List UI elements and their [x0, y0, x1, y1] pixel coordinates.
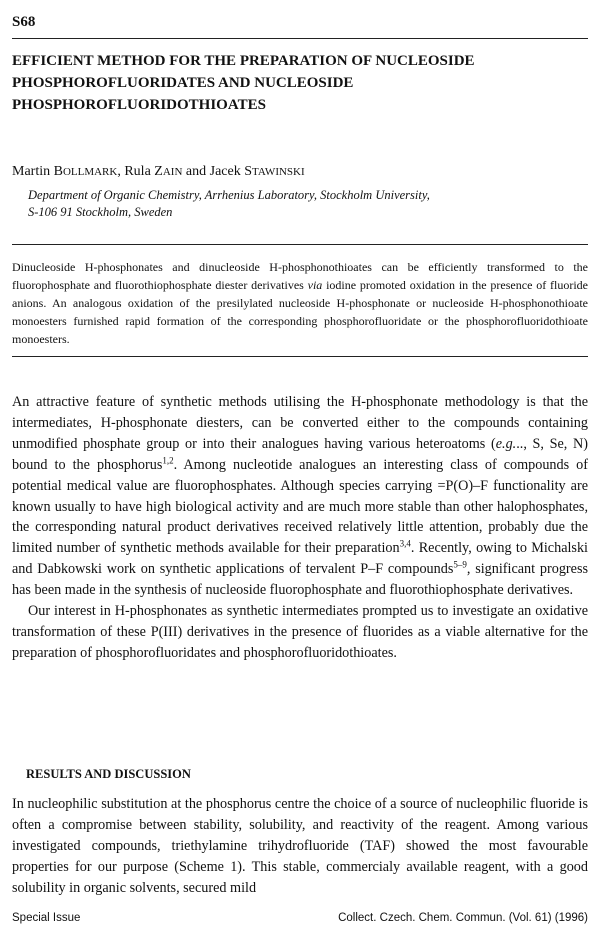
author-2-last-rest: AIN — [162, 166, 183, 178]
footer-issue: Special Issue — [12, 912, 81, 924]
author-1-last-rest: OLLMARK — [62, 166, 118, 178]
introduction — [12, 392, 588, 664]
intro-text-e: , significant progress has been made in the synthesis of nucleoside fluorophosphate and fluorothiophosphate derivatives. — [12, 561, 588, 599]
reference-1-2: 1,2 — [162, 454, 174, 465]
author-line — [12, 164, 305, 180]
author-3-first: Jacek — [209, 164, 245, 179]
reference-5-9: 5–9 — [453, 559, 467, 570]
intro-eg: e.g. — [495, 435, 517, 452]
author-separator-2: and — [182, 164, 210, 179]
footer-citation: Collect. Czech. Chem. Commun. (Vol. 61) (1996) — [338, 912, 588, 924]
author-separator-1: , — [117, 164, 125, 179]
abstract — [12, 258, 588, 348]
header-rule — [12, 38, 588, 39]
affiliation-line-1: Department of Organic Chemistry, Arrhenius Laboratory, Stockholm University, — [28, 188, 430, 202]
intro-paragraph-2: Our interest in H-phosphonates as synthetic intermediates prompted us to investigate an oxidative transformation of these P(III) derivatives in the presence of fluorides as a viable alternative for the preparation of phosphorofluoridates and phosphorofluoridothioates. — [12, 603, 588, 661]
intro-text-b: .., S, Se, N) bound to the phosphorus — [12, 435, 588, 473]
affiliation — [28, 187, 588, 221]
intro-paragraph-1 — [12, 392, 588, 601]
abstract-bottom-rule — [12, 356, 588, 357]
page-number: S68 — [12, 14, 36, 30]
results-paragraph-1: In nucleophilic substitution at the phosphorus centre the choice of a source of nucleophilic fluoride is often a compromise between stability, solubility, and reactivity of the reagent. Among various investigated compounds, triethylamine trihydrofluoride (TAF) showed the most favourable properties for our purpose (Scheme 1). This stable, commercialy available reagent, with a good solubility in organic solvents, secured mild — [12, 796, 588, 896]
reference-3-4: 3,4 — [399, 538, 411, 549]
abstract-top-rule — [12, 244, 588, 245]
author-2-first: Rula — [124, 164, 155, 179]
intro-text-a: An attractive feature of synthetic methods utilising the H-phosphonate methodology is that the intermediates, H-phosphonate diesters, can be converted either to the compounds containing unmodified phosphate group or into their analogues having various heteroatoms ( — [12, 394, 588, 452]
intro-text-c: . Among nucleotide analogues an interesting class of compounds of potential medical value are fluorophosphates. Although species carrying =P(O)–F functionality are known usually to have high biological activity and are much more stable than other halophosphates, the corresponding natural product derivatives received relatively little attention, probably due the limited number of synthetic methods available for their preparation — [12, 456, 588, 557]
abstract-text-1: Dinucleoside H-phosphonates and dinucleoside H-phosphonothioates can be efficiently transformed to the fluorophosphate and fluorothiophosphate diester derivatives — [12, 260, 588, 292]
paper-title: EFFICIENT METHOD FOR THE PREPARATION OF NUCLEOSIDE PHOSPHOROFLUORIDATES AND NUCLEOSIDE PHOSPHOROFLUORIDOTHIOATES — [12, 53, 475, 113]
section-heading-results: RESULTS AND DISCUSSION — [26, 767, 191, 781]
abstract-text-2: iodine promoted oxidation in the presence of fluoride anions. An analogous oxidation of the presilylated nucleoside H-phosphonate or nucleoside H-phosphonothioate monoesters furnished rapid formation of the corresponding phosphorofluoridate or the phosphorofluoridothioate monoesters. — [12, 278, 588, 346]
author-1-first: Martin — [12, 164, 54, 179]
author-3-last-rest: TAWINSKI — [252, 166, 305, 178]
author-2-last-initial: Z — [154, 164, 163, 179]
affiliation-line-2: S-106 91 Stockholm, Sweden — [28, 205, 173, 219]
intro-text-d: . Recently, owing to Michalski and Dabkowski work on synthetic applications of tervalent P–F compounds — [12, 540, 588, 578]
author-3-last-initial: S — [244, 164, 253, 179]
abstract-via: via — [307, 278, 323, 292]
author-1-last-initial: B — [53, 164, 63, 179]
